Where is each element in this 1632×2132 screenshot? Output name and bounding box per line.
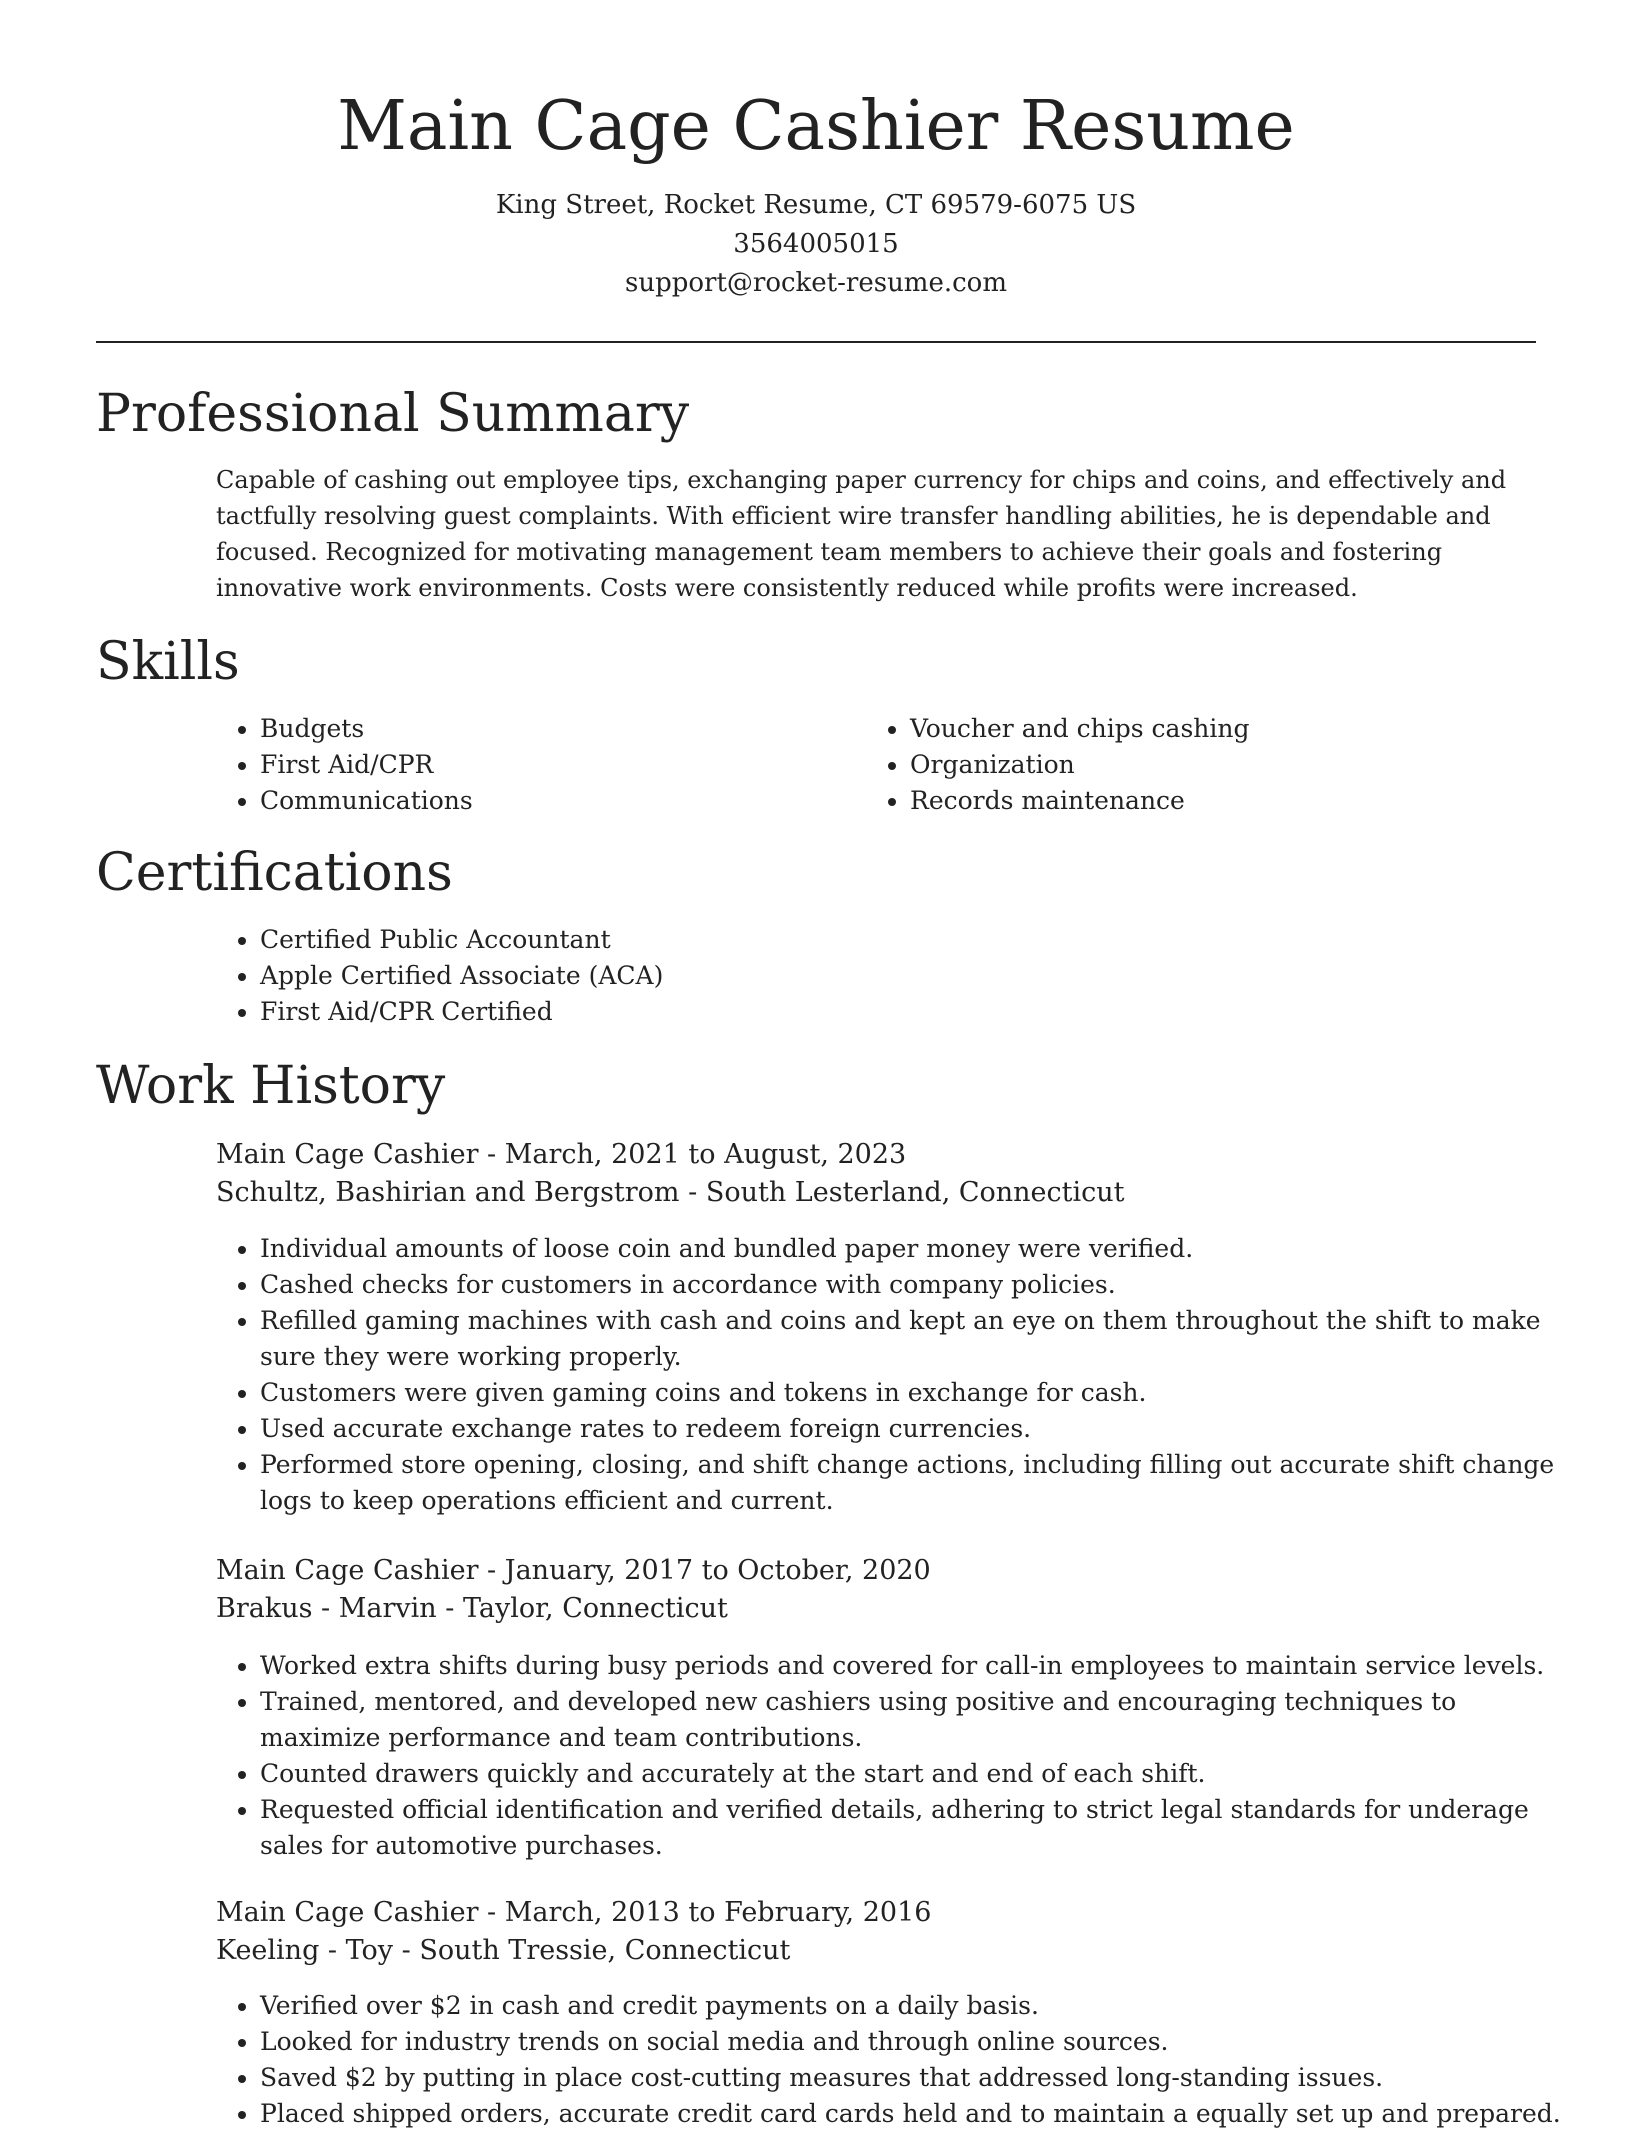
job-bullet: • Requested official identification and verified details, adhering to strict legal standards for underage sales for automotive purchases. [260, 1792, 1580, 1864]
skills-list-left [216, 711, 860, 819]
resume-header [0, 0, 1632, 303]
certification-item: • Certified Public Accountant [260, 922, 1460, 958]
job-bullets [216, 1648, 1580, 1864]
skill-item: • Communications [260, 783, 860, 819]
skills-heading: Skills [96, 632, 240, 692]
contact-address: King Street, Rocket Resume, CT 69579-6075 US [495, 190, 1137, 220]
job-org-line: Brakus - Marvin - Taylor, Connecticut [216, 1593, 728, 1624]
skill-item: • Budgets [260, 711, 860, 747]
certification-item: • First Aid/CPR Certified [260, 994, 1460, 1030]
job-title-line: Main Cage Cashier - January, 2017 to October, 2020 [216, 1555, 931, 1586]
contact-email: support@rocket-resume.com [624, 268, 1007, 298]
skill-item: • Records maintenance [910, 783, 1510, 819]
certification-item: • Apple Certified Associate (ACA) [260, 958, 1460, 994]
certifications-list [216, 922, 1460, 1030]
skill-item: • First Aid/CPR [260, 747, 860, 783]
job-bullet: • Saved $2 by putting in place cost-cutting measures that addressed long-standing issues. [260, 2060, 1580, 2096]
job-bullet: • Individual amounts of loose coin and bundled paper money were verified. [260, 1231, 1580, 1267]
job-bullet: • Placed shipped orders, accurate credit card cards held and to maintain a equally set up and prepared. [260, 2096, 1580, 2132]
skill-item: • Organization [910, 747, 1510, 783]
work-history-heading: Work History [96, 1056, 446, 1116]
skill-item: • Voucher and chips cashing [910, 711, 1510, 747]
job-bullet: • Used accurate exchange rates to redeem foreign currencies. [260, 1411, 1580, 1447]
job-title-line: Main Cage Cashier - March, 2013 to February, 2016 [216, 1897, 932, 1928]
job-org-line: Schultz, Bashirian and Bergstrom - South Lesterland, Connecticut [216, 1177, 1125, 1208]
summary-text: Capable of cashing out employee tips, exchanging paper currency for chips and coins, and effectively and tactfully resolving guest complaints. With efficient wire transfer handling abilities, he is dependable and focused. Recognized for motivating management team members to achieve their goals and fostering innovative work environments. Costs were consistently reduced while profits were increased. [216, 466, 1507, 602]
job-bullets [216, 1231, 1580, 1519]
header-divider [96, 341, 1536, 343]
contact-phone: 3564005015 [733, 229, 899, 259]
contact-block [0, 186, 1632, 303]
job-bullet: • Refilled gaming machines with cash and coins and kept an eye on them throughout the shift to make sure they were working properly. [260, 1303, 1580, 1375]
job-bullet: • Worked extra shifts during busy periods and covered for call-in employees to maintain service levels. [260, 1648, 1580, 1684]
job-title-line: Main Cage Cashier - March, 2021 to August, 2023 [216, 1139, 907, 1170]
job-bullet: • Looked for industry trends on social media and through online sources. [260, 2024, 1580, 2060]
job-bullets [216, 1988, 1580, 2132]
job-org-line: Keeling - Toy - South Tressie, Connecticut [216, 1935, 791, 1966]
job-bullet: • Cashed checks for customers in accordance with company policies. [260, 1267, 1580, 1303]
summary-heading: Professional Summary [96, 384, 690, 444]
resume-title: Main Cage Cashier Resume [337, 87, 1295, 166]
certifications-heading: Certifications [96, 843, 453, 903]
skills-list-right [866, 711, 1510, 819]
job-bullet: • Customers were given gaming coins and tokens in exchange for cash. [260, 1375, 1580, 1411]
job-bullet: • Performed store opening, closing, and shift change actions, including filling out accurate shift change logs to keep operations efficient and current. [260, 1447, 1580, 1519]
job-bullet: • Trained, mentored, and developed new cashiers using positive and encouraging techniques to maximize performance and team contributions. [260, 1684, 1580, 1756]
job-bullet: • Verified over $2 in cash and credit payments on a daily basis. [260, 1988, 1580, 2024]
job-bullet: • Counted drawers quickly and accurately at the start and end of each shift. [260, 1756, 1580, 1792]
